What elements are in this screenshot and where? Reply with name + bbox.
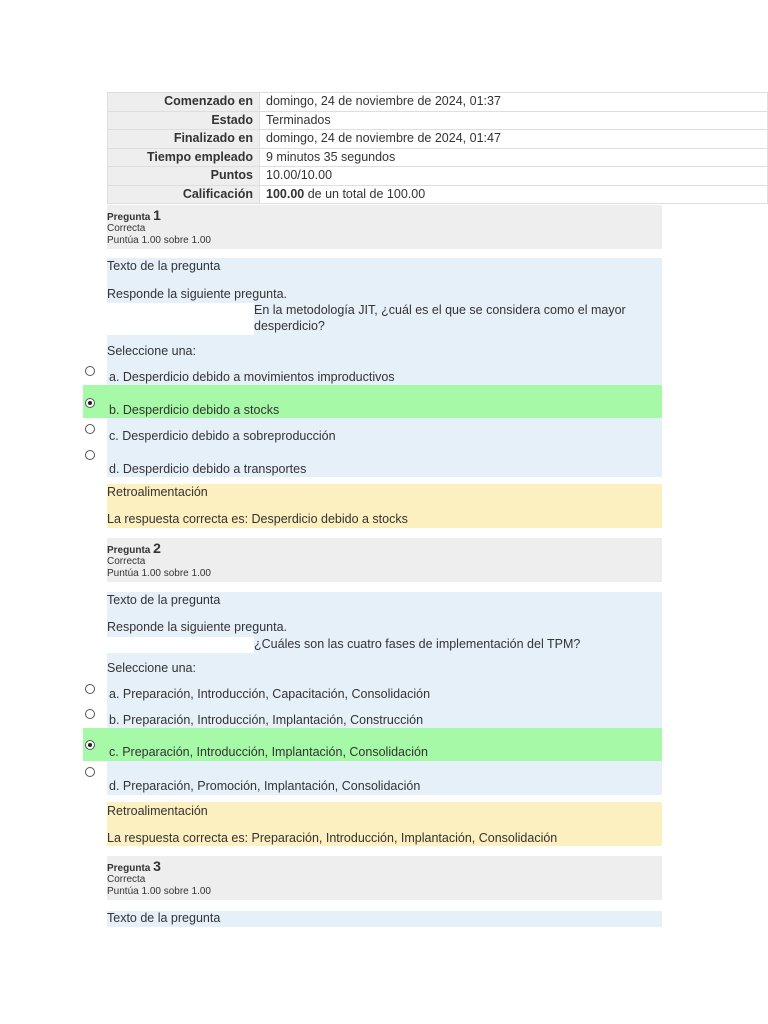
answer-label: a. Desperdicio debido a movimientos improductivos	[109, 370, 395, 384]
answer-option-a[interactable]	[83, 679, 662, 705]
summary-key: Comenzado en	[108, 93, 260, 112]
answer-label: b. Preparación, Introducción, Implantación, Construcción	[109, 713, 424, 727]
grade-value: 100.00	[266, 186, 305, 201]
answer-label: b. Desperdicio debido a stocks	[109, 403, 280, 417]
summary-row	[108, 93, 768, 112]
attempt-summary-table	[107, 92, 768, 204]
question-state: Correcta	[107, 874, 146, 885]
summary-value: Terminados	[260, 111, 768, 130]
summary-row	[108, 130, 768, 149]
answer-option-c[interactable]	[83, 728, 662, 761]
question-number: 1	[153, 207, 161, 223]
radio-button[interactable]	[85, 424, 95, 434]
answer-option-c[interactable]	[83, 418, 662, 444]
answer-option-b[interactable]	[83, 385, 662, 418]
summary-value: domingo, 24 de noviembre de 2024, 01:37	[260, 93, 768, 112]
select-label: Seleccione una:	[107, 661, 196, 675]
summary-value: 10.00/10.00	[260, 167, 768, 186]
question-state: Correcta	[107, 556, 146, 567]
question-grade: Puntúa 1.00 sobre 1.00	[107, 235, 211, 246]
summary-key: Calificación	[108, 185, 260, 204]
radio-button[interactable]	[85, 767, 95, 777]
summary-row	[108, 167, 768, 186]
question-label: Pregunta	[107, 212, 151, 223]
summary-key: Tiempo empleado	[108, 148, 260, 167]
question-3	[107, 856, 662, 925]
question-label: Pregunta	[107, 545, 151, 556]
summary-row	[108, 185, 768, 204]
question-number: 3	[153, 858, 161, 874]
summary-value: 9 minutos 35 segundos	[260, 148, 768, 167]
select-label: Seleccione una:	[107, 344, 196, 358]
radio-button-selected[interactable]	[85, 740, 95, 750]
question-grade: Puntúa 1.00 sobre 1.00	[107, 886, 211, 897]
question-content	[107, 592, 662, 795]
question-intro: Responde la siguiente pregunta.	[107, 287, 287, 301]
summary-key: Puntos	[108, 167, 260, 186]
question-info	[107, 538, 662, 582]
answer-label: d. Preparación, Promoción, Implantación, Consolidación	[109, 779, 421, 793]
feedback-heading: Retroalimentación	[107, 804, 208, 818]
summary-value	[260, 185, 768, 204]
answer-option-a[interactable]	[83, 361, 662, 387]
radio-button[interactable]	[85, 684, 95, 694]
question-label: Pregunta	[107, 863, 151, 874]
question-prompt: En la metodología JIT, ¿cuál es el que se considera como el mayor desperdicio?	[254, 303, 626, 333]
feedback-box	[107, 484, 662, 528]
question-info	[107, 856, 662, 900]
question-text-heading: Texto de la pregunta	[107, 911, 221, 925]
summary-row	[108, 148, 768, 167]
question-intro: Responde la siguiente pregunta.	[107, 620, 287, 634]
summary-key: Finalizado en	[108, 130, 260, 149]
summary-key: Estado	[108, 111, 260, 130]
feedback-heading: Retroalimentación	[107, 485, 208, 499]
answer-option-b[interactable]	[83, 705, 662, 728]
answer-label: d. Desperdicio debido a transportes	[109, 462, 307, 476]
question-text-heading: Texto de la pregunta	[107, 593, 221, 607]
radio-button[interactable]	[85, 450, 95, 460]
grade-total: de un total de 100.00	[304, 186, 426, 201]
answer-option-d[interactable]	[83, 444, 662, 477]
question-content	[107, 258, 662, 477]
feedback-text: La respuesta correcta es: Desperdicio debido a stocks	[107, 512, 408, 526]
question-text-heading: Texto de la pregunta	[107, 259, 221, 273]
question-info	[107, 205, 662, 249]
summary-row	[108, 111, 768, 130]
feedback-box	[107, 802, 662, 846]
radio-button[interactable]	[85, 709, 95, 719]
question-2	[107, 538, 662, 845]
feedback-text: La respuesta correcta es: Preparación, Introducción, Implantación, Consolidación	[107, 831, 558, 845]
question-grade: Puntúa 1.00 sobre 1.00	[107, 568, 211, 579]
radio-button[interactable]	[85, 366, 95, 376]
answer-label: c. Desperdicio debido a sobreproducción	[109, 429, 336, 443]
answer-label: c. Preparación, Introducción, Implantación, Consolidación	[109, 745, 428, 759]
question-prompt: ¿Cuáles son las cuatro fases de implementación del TPM?	[254, 637, 581, 651]
summary-value: domingo, 24 de noviembre de 2024, 01:47	[260, 130, 768, 149]
radio-button-selected[interactable]	[85, 398, 95, 408]
answer-option-d[interactable]	[83, 761, 662, 795]
answer-label: a. Preparación, Introducción, Capacitación, Consolidación	[109, 687, 431, 701]
question-state: Correcta	[107, 223, 146, 234]
question-1	[107, 205, 662, 526]
question-content	[107, 911, 662, 927]
question-number: 2	[153, 540, 161, 556]
